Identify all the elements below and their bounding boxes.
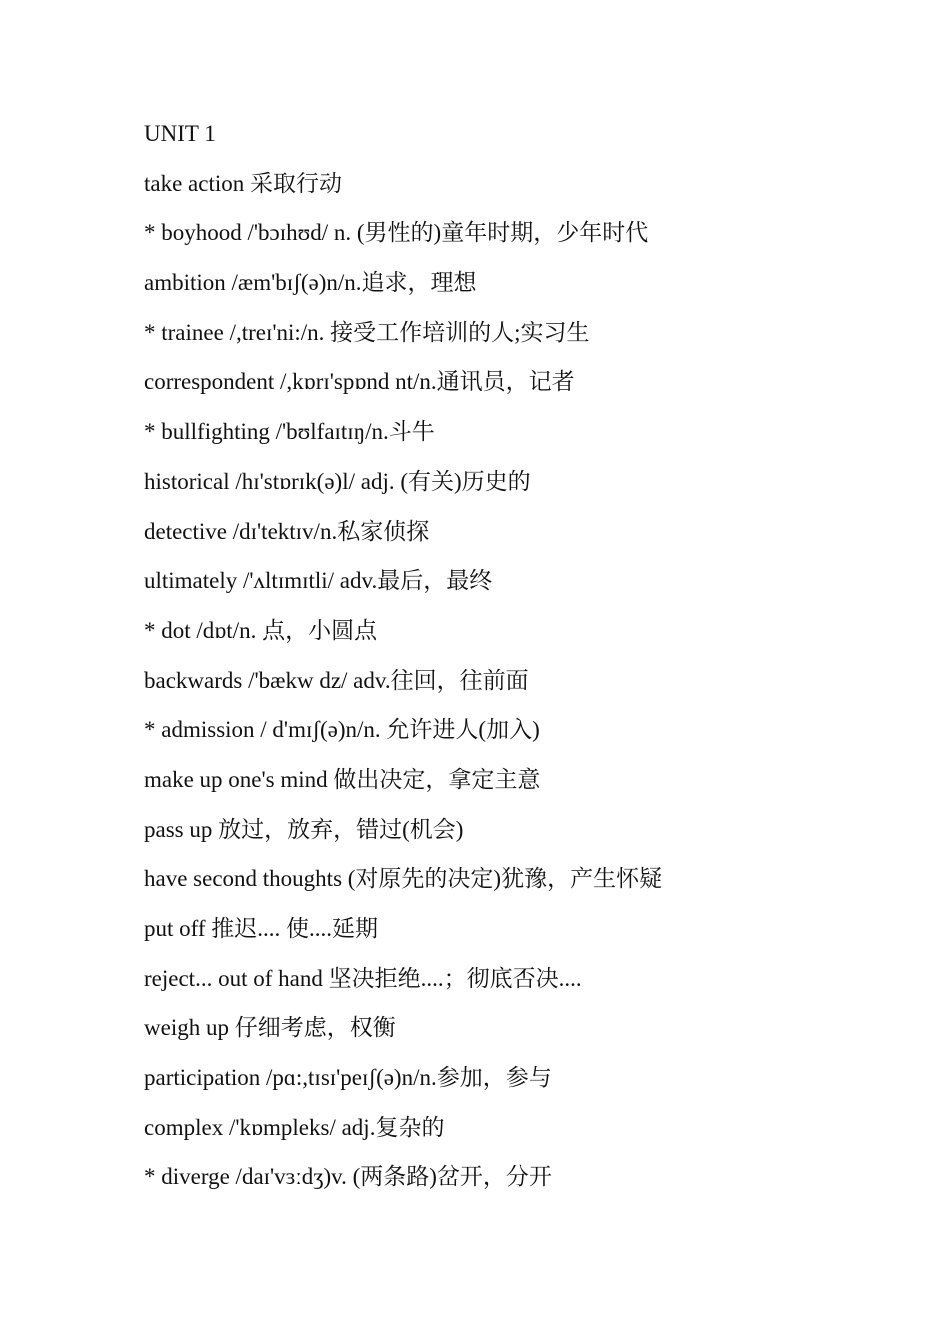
vocab-entry: take action 采取行动 [144, 170, 343, 196]
vocab-entry: weigh up 仔细考虑，权衡 [144, 1015, 396, 1041]
vocab-entry: historical /hɪ'stɒrɪk(ə)l/ adj. (有关)历史的 [144, 468, 531, 494]
vocab-entry: make up one's mind 做出决定，拿定主意 [144, 766, 541, 792]
vocab-entry: correspondent /,kɒrɪ'spɒnd nt/n.通讯员，记者 [144, 369, 575, 395]
unit-heading: UNIT 1 [144, 121, 216, 146]
vocab-entry: pass up 放过，放弃，错过(机会) [144, 816, 464, 842]
vocab-entry: * trainee /,treɪ'ni:/n. 接受工作培训的人;实习生 [144, 319, 590, 345]
vocab-entry: detective /dɪ'tektɪv/n.私家侦探 [144, 518, 430, 544]
vocab-entry: reject... out of hand 坚决拒绝....；彻底否决.... [144, 965, 582, 991]
vocab-entry: * dot /dɒt/n. 点，小圆点 [144, 617, 378, 643]
vocab-entry: ultimately /'ʌltɪmɪtli/ adv.最后，最终 [144, 568, 493, 594]
vocabulary-list [144, 116, 904, 1209]
vocab-entry: have second thoughts (对原先的决定)犹豫，产生怀疑 [144, 866, 663, 892]
vocab-entry: ambition /æm'bɪʃ(ə)n/n.追求，理想 [144, 270, 477, 296]
vocab-entry: put off 推迟.... 使....延期 [144, 916, 379, 941]
vocab-entry: * admission / d'mɪʃ(ə)n/n. 允许进人(加入) [144, 717, 540, 743]
vocab-entry: * diverge /daɪ'vɜːdʒ)v. (两条路)岔开，分开 [144, 1164, 552, 1190]
vocab-entry: participation /pɑ:,tɪsɪ'peɪʃ(ə)n/n.参加，参与 [144, 1065, 552, 1091]
vocab-entry: * boyhood /'bɔɪhʊd/ n. (男性的)童年时期，少年时代 [144, 220, 649, 246]
vocab-entry: complex /'kɒmpleks/ adj.复杂的 [144, 1114, 445, 1140]
vocab-entry: * bullfighting /'bʊlfaɪtɪŋ/n.斗牛 [144, 419, 435, 445]
vocab-entry: backwards /'bækw dz/ adv.往回，往前面 [144, 667, 529, 693]
